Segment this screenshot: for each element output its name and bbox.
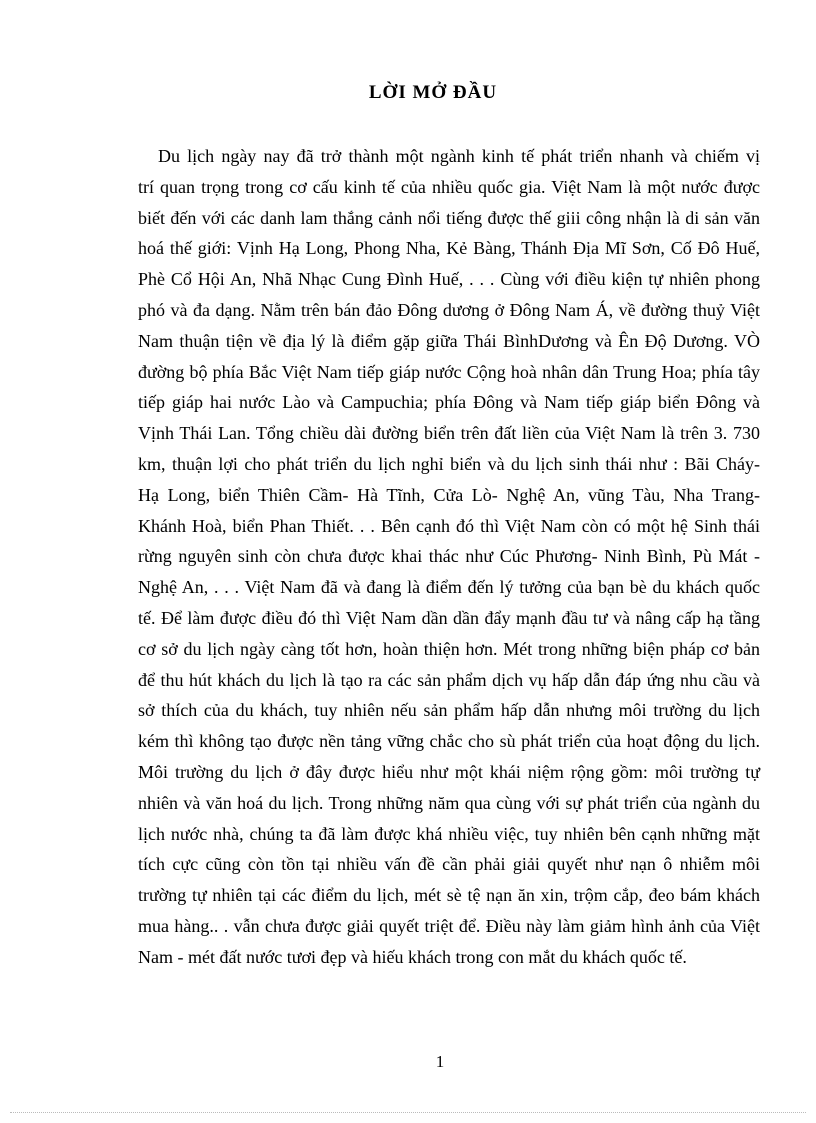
page-title: LỜI MỞ ĐẦU <box>368 82 498 103</box>
text-line: Phè Cổ Hội An, Nhã Nhạc Cung Đình Huế, . . . Cùng với điều kiện tự nhiên phong <box>138 269 760 290</box>
text-line: Nghệ An, . . . Việt Nam đã và đang là điểm đến lý tưởng của bạn bè du khách quốc <box>138 577 760 598</box>
text-line: để thu hút khách du lịch là tạo ra các sản phẩm dịch vụ hấp dẫn đáp ứng nhu cầu và <box>138 669 760 690</box>
text-line: Vịnh Thái Lan. Tổng chiều dài đường biển trên đất liền của Việt Nam là trên 3. 730 <box>138 423 760 444</box>
text-line: Du lịch ngày nay đã trở thành một ngành kinh tế phát triển nhanh và chiếm vị <box>158 146 760 166</box>
text-line: km, thuận lợi cho phát triển du lịch nghỉ biển và du lịch sinh thái như : Bãi Cháy- <box>138 453 760 474</box>
text-line: lịch nước nhà, chúng ta đã làm được khá nhiều việc, tuy nhiên bên cạnh những mặt <box>138 823 760 844</box>
text-line: Nam thuận tiện về địa lý là điểm gặp giữa Thái BìnhDương và Ên Độ Dương. VÒ <box>138 330 760 351</box>
page-bottom-divider <box>10 1112 806 1113</box>
text-line: tế. Để làm được điều đó thì Việt Nam dần dần đẩy mạnh đầu tư và nâng cấp hạ tầng <box>138 607 760 628</box>
text-line: sở thích của du khách, tuy nhiên nếu sản phẩm hấp dẫn nhưng môi trường du lịch <box>138 700 760 721</box>
text-line: trường tự nhiên tại các điểm du lịch, mét sè tệ nạn ăn xin, trộm cắp, đeo bám khách <box>138 885 760 906</box>
text-line: rừng nguyên sinh còn chưa được khai thác như Cúc Phương- Ninh Bình, Pù Mát - <box>138 546 760 567</box>
text-line: Nam - mét đất nước tươi đẹp và hiếu khách trong con mắt du khách quốc tế. <box>138 946 687 967</box>
text-line: mua hàng.. . vẫn chưa được giải quyết triệt để. Điều này làm giảm hình ảnh của Việt <box>138 915 760 936</box>
text-line: đường bộ phía Bắc Việt Nam tiếp giáp nước Cộng hoà nhân dân Trung Hoa; phía tây <box>138 361 760 382</box>
page-number: 1 <box>435 1052 445 1071</box>
text-line: hoá thế giới: Vịnh Hạ Long, Phong Nha, Kẻ Bàng, Thánh Địa Mĩ Sơn, Cố Đô Huế, <box>138 238 760 259</box>
body-paragraph <box>138 141 760 973</box>
text-line: trí quan trọng trong cơ cấu kinh tế của nhiều quốc gia. Việt Nam là một nước được <box>138 176 760 197</box>
text-line: Hạ Long, biển Thiên Cầm- Hà Tĩnh, Cửa Lò- Nghệ An, vũng Tàu, Nha Trang- <box>138 484 760 505</box>
text-line: kém thì không tạo được nền tảng vững chắc cho sù phát triển của hoạt động du lịch. <box>138 731 760 752</box>
text-line: biết đến với các danh lam thắng cảnh nổi tiếng được thế giii công nhận là di sản văn <box>138 207 760 228</box>
text-line: nhiên và văn hoá du lịch. Trong những năm qua cùng với sự phát triển của ngành du <box>138 792 760 813</box>
text-line: Khánh Hoà, biển Phan Thiết. . . Bên cạnh đó thì Việt Nam còn có một hệ Sinh thái <box>138 515 760 536</box>
text-line: tiếp giáp hai nước Lào và Campuchia; phía Đông và Nam tiếp giáp biển Đông và <box>138 392 760 413</box>
text-line: phó và đa dạng. Nằm trên bán đảo Đông dương ở Đông Nam Á, về đường thuỷ Việt <box>138 299 760 320</box>
text-line: tích cực cũng còn tồn tại nhiều vấn đề cần phải giải quyết như nạn ô nhiễm môi <box>138 854 760 875</box>
text-line: cơ sở du lịch ngày càng tốt hơn, hoàn thiện hơn. Mét trong những biện pháp cơ bản <box>138 638 760 659</box>
text-line: Môi trường du lịch ở đây được hiểu như một khái niệm rộng gồm: môi trường tự <box>138 761 760 782</box>
